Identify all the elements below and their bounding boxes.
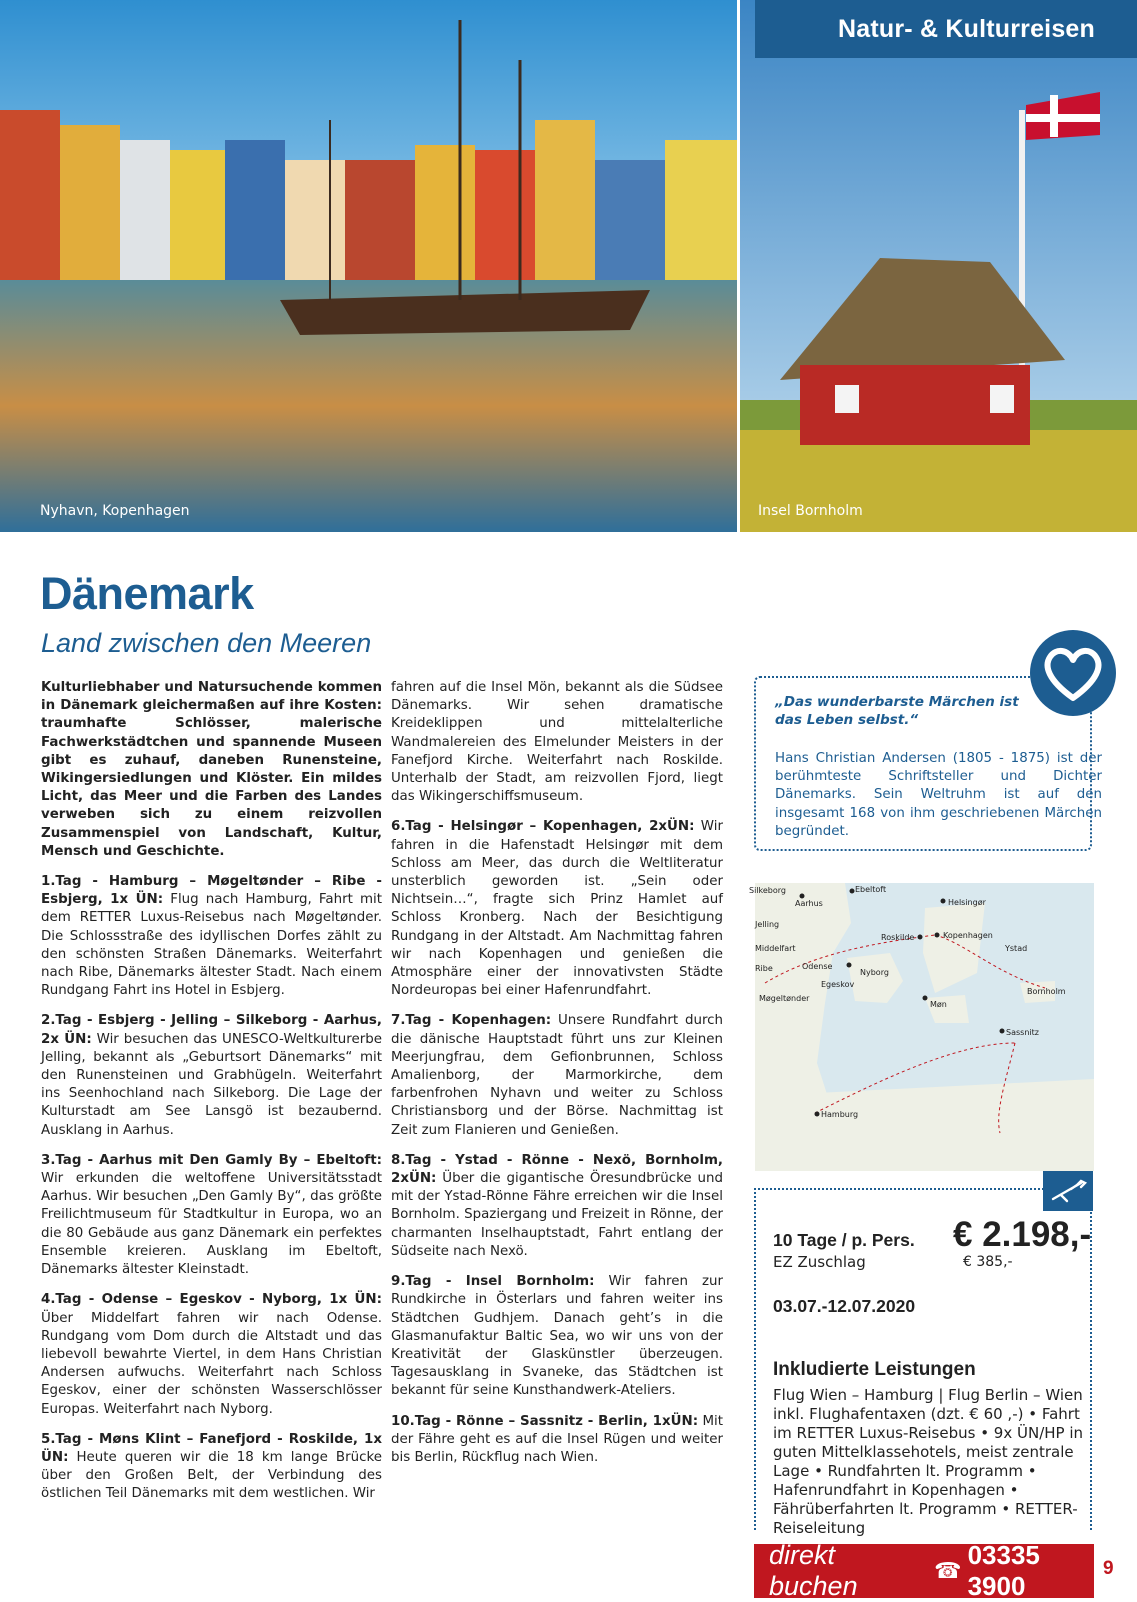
day-5: 5.Tag - Møns Klint – Fanefjord - Roskilde, 1x ÜN: Heute queren wir die 18 km lange Brücke über den Großen Belt, der Verbindung des östlichen Teil Dänemarks mit dem westlichen. Wir <box>41 1431 382 1502</box>
andersen-quote: „Das wunderbarste Märchen ist das Leben selbst.“ <box>775 694 1019 728</box>
trip-dates: 03.07.-12.07.2020 <box>773 1296 916 1316</box>
trip-duration: 10 Tage / p. Pers. <box>773 1230 915 1250</box>
photo-nyhavn <box>0 0 737 532</box>
ez-price: € 385,- <box>963 1254 1013 1270</box>
day-4: 4.Tag - Odense – Egeskov - Nyborg, 1x ÜN: Über Middelfart fahren wir nach Odense. Rundgang vom Dom durch die Altstadt und das liebevoll bewahrte Viertel, in dem Hans Christian Andersen aufwuchs. Weiterfahrt nach Schloss Egeskov, einer der schönsten Wasserschlösser Europas. Weiterfahrt nach Nyborg. <box>41 1292 382 1417</box>
photo-bornholm <box>740 0 1137 532</box>
day-5-continued: fahren auf die Insel Mön, bekannt als die Südsee Dänemarks. Wir sehen dramatische Kreideklippen und mittelalterliche Wandmalereien des Elmelunder Meisters in der Fanefjord Kirche. Weiterfahrt nach Roskilde. Unterhalb der Stadt, am reizvollen Fjord, liegt das Wikingerschiffsmuseum. <box>391 680 723 805</box>
page-subtitle: Land zwischen den Meeren <box>41 628 372 658</box>
map-label-ribe: Ribe <box>755 964 773 973</box>
map-label-nyborg: Nyborg <box>860 968 889 977</box>
text-column-1 <box>41 679 382 1516</box>
ez-label: EZ Zuschlag <box>773 1253 866 1271</box>
route-map <box>749 883 1094 1171</box>
map-label-bornholm: Bornholm <box>1027 987 1066 996</box>
map-label-ebeltoft: Ebeltoft <box>855 885 887 894</box>
plane-icon <box>1043 1171 1093 1211</box>
map-label-egeskov: Egeskov <box>821 980 855 989</box>
day-7: 7.Tag - Kopenhagen: Unsere Rundfahrt durch die dänische Hauptstadt führt uns zur Kleinen Meerjungfrau, dem Gefionbrunnen, Schloss Amalienborg, der Marmorkirche, dem farbenfrohen Nyhavn und weiter zu Schloss Christiansborg und der Börse. Nachmittag ist Zeit zum Flanieren und Genießen. <box>391 1013 724 1138</box>
map-label-helsingor: Helsingør <box>948 898 986 907</box>
map-label-middelfart: Middelfart <box>755 944 796 953</box>
day-6: 6.Tag - Helsingør – Kopenhagen, 2xÜN: Wir fahren in die Hafenstadt Helsingør mit dem Schloss am Meer, das durch die Weltliteratur unsterblich geworden ist. „Sein oder Nichtsein…“, fragte sich Prinz Hamlet auf Schloss Kronberg. Nach der Besichtigung Rundgang in der Altstadt. Am Nachmittag fahren wir nach Kopenhagen und genießen die Atmosphäre einer der innovativsten Städte Nordeuropas bei einer Hafenrundfahrt. <box>391 819 723 999</box>
photo-caption-right: Insel Bornholm <box>758 503 863 519</box>
booking-label: direkt buchen <box>769 1540 858 1601</box>
map-label-mon: Møn <box>930 1000 947 1009</box>
map-label-jelling: Jelling <box>755 920 780 929</box>
photo-caption-left: Nyhavn, Kopenhagen <box>40 503 190 519</box>
page-number: 9 <box>1103 1558 1114 1579</box>
map-label-aarhus: Aarhus <box>795 899 823 908</box>
booking-phone[interactable]: 03335 3900 <box>967 1540 1040 1601</box>
day-10: 10.Tag - Rönne – Sassnitz - Berlin, 1xÜN: Mit der Fähre geht es auf die Insel Rügen und weiter bis Berlin, Rückflug nach Wien. <box>391 1413 724 1465</box>
heart-icon <box>1028 628 1118 718</box>
booking-bar[interactable] <box>754 1540 1094 1601</box>
day-8: 8.Tag - Ystad - Rönne - Nexö, Bornholm, 2xÜN: Über die gigantische Öresundbrücke und mit der Ystad-Rönne Fähre erreichen wir die Insel Bornholm. Spaziergang und Freizeit in Rönne, der charmanten Inselhauptstadt, Fahrt entlang der Südseite nach Nexö. <box>391 1152 723 1259</box>
page-title: Dänemark <box>40 568 254 619</box>
day-2: 2.Tag - Esbjerg - Jelling – Silkeborg - Aarhus, 2x ÜN: Wir besuchen das UNESCO-Weltkulturerbe Jelling, bekannt als „Geburtsort Dänemarks“ mit den Runensteinen und Grabhügeln. Weiterfahrt ins Seenhochland nach Silkeborg. Die Lage der Kulturstadt am See Lansgö ist bezaubernd. Ausklang in Aarhus. <box>41 1013 382 1138</box>
map-label-sassnitz: Sassnitz <box>1006 1028 1039 1037</box>
day-3: 3.Tag - Aarhus mit Den Gamly By – Ebeltoft: Wir erkunden die weltoffene Universitätsstadt Aarhus. Wir besuchen „Den Gamly By“, das größte Freilichtmuseum für Stadtkultur in Europa, wo an die 80 Gebäude aus ganz Dänemark ein perfektes Ensemble kreieren. Ausklang im Ebeltoft, Dänemarks ältester Kleinstadt. <box>41 1152 382 1278</box>
map-label-odense: Odense <box>802 962 833 971</box>
map-label-ystad: Ystad <box>1005 944 1028 953</box>
trip-price: € 2.198,- <box>953 1215 1092 1254</box>
text-column-2 <box>391 679 723 1479</box>
andersen-bio: Hans Christian Andersen (1805 - 1875) ist der berühmteste Schriftsteller und Dichter Dänemarks. Sein Weltruhm ist auf den insgesamt 168 von ihm geschriebenen Märchen begründet. <box>775 751 1102 839</box>
map-label-silkeborg: Silkeborg <box>749 886 786 895</box>
map-label-mogeltonder: Møgeltønder <box>759 994 810 1003</box>
included-title: Inkludierte Leistungen <box>773 1359 976 1380</box>
included-text: Flug Wien – Hamburg | Flug Berlin – Wien inkl. Flughafentaxen (dzt. € 60 ,-) • Fahrt im RETTER Luxus-Reisebus • 9x ÜN/HP in guten Mittelklassehotels, meist zentrale Lage • Rundfahrten lt. Programm • Hafenrundfahrt in Kopenhagen • Fährüberfahrten lt. Programm • RETTER-Reiseleitung <box>773 1386 1084 1537</box>
map-label-hamburg: Hamburg <box>821 1110 859 1119</box>
day-1: 1.Tag - Hamburg – Møgeltønder – Ribe - Esbjerg, 1x ÜN: Flug nach Hamburg, Fahrt mit dem RETTER Luxus-Reisebus nach Møgeltønder. Die Schlossstraße des idyllischen Dorfes zählt zu den schönsten Straßen Dänemarks. Weiterfahrt nach Ribe, Dänemarks ältester Stadt. Nach einem Rundgang Fahrt ins Hotel in Esbjerg. <box>41 874 382 999</box>
phone-icon: ☎ <box>934 1558 962 1583</box>
map-label-kopenhagen: Kopenhagen <box>943 931 993 940</box>
section-banner: Natur- & Kulturreisen <box>755 0 1137 58</box>
map-label-roskilde: Roskilde <box>881 933 915 942</box>
day-9: 9.Tag - Insel Bornholm: Wir fahren zur Rundkirche in Österlars und fahren weiter ins Städtchen Gudhjem. Danach geht’s in die Glasmanufaktur Baltic Sea, wo wir uns von der Kreativität der Glaskünstler überzeugen. Tagesausklang in Svaneke, das Städtchen ist bekannt für seine Kunsthandwerk-Ateliers. <box>391 1274 723 1399</box>
intro-paragraph: Kulturliebhaber und Natursuchende kommen in Dänemark gleichermaßen auf ihre Kosten: traumhafte Schlösser, malerische Fachwerkstädtchen und spannende Museen gibt es zuhauf, daneben Runensteine, Wikingersiedlungen und Klöster. Ein mildes Licht, das Meer und die Farben des Landes verweben sich zu einem reizvollen Zusammenspiel von Landschaft, Kultur, Mensch und Geschichte. <box>41 680 382 859</box>
